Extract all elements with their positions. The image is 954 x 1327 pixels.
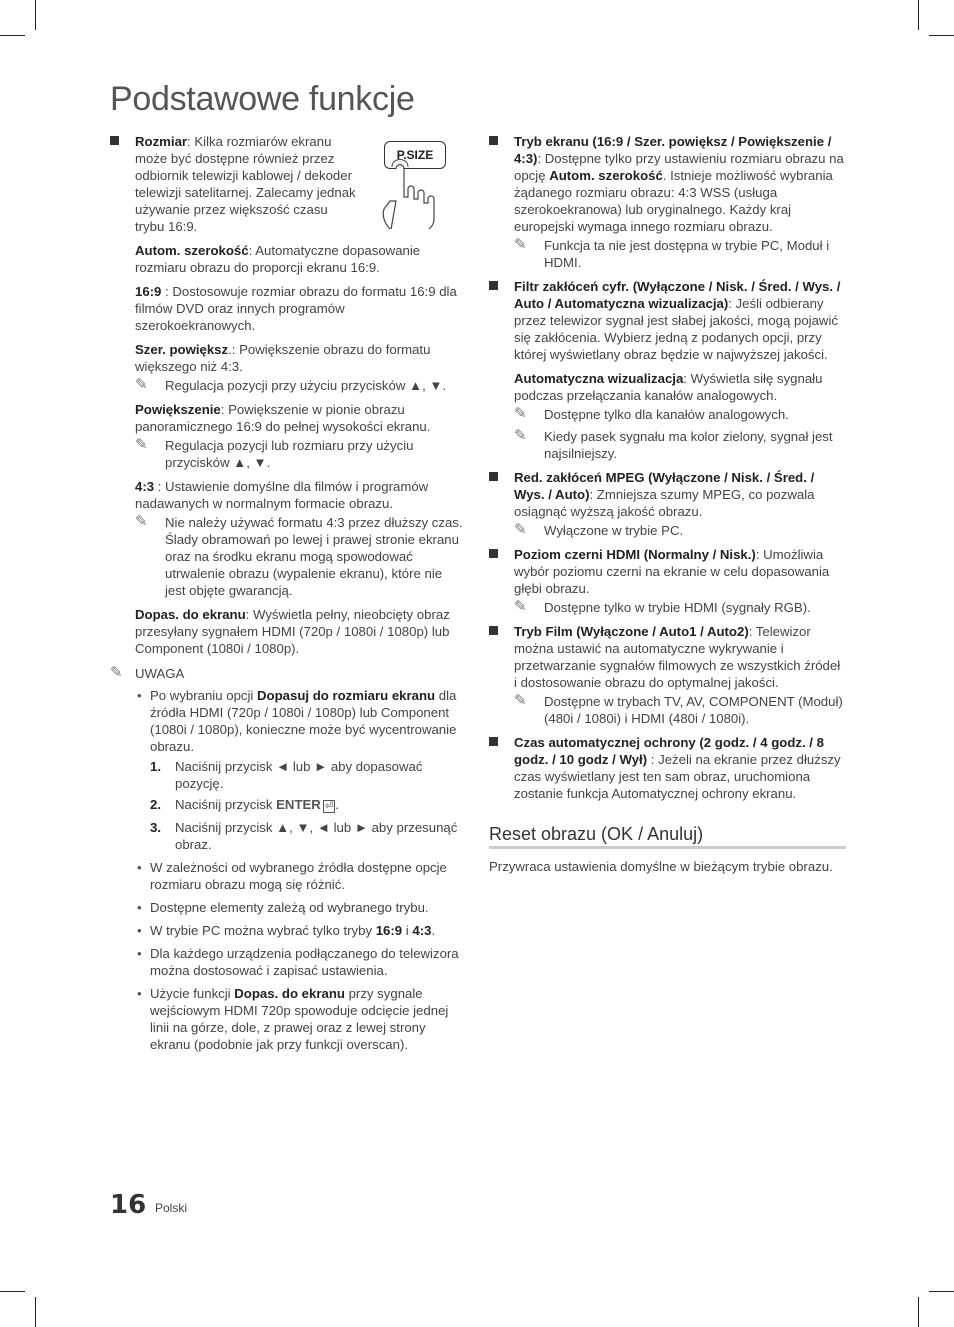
pencil-note-icon: ✎ <box>110 664 123 681</box>
list-item <box>135 687 466 853</box>
crop-mark <box>35 0 36 30</box>
text: przy sygnale wejściowym HDMI 720p spowoduje odcięcie jednej linii na górze, dole, z prawej oraz z lewej strony ekranu (podobnie jak przy funkcji overscan). <box>150 986 449 1052</box>
text: dla źródła HDMI (720p / 1080i / 1080p) lub Component (1080i / 1080p), konieczne może być wycentrowanie obrazu. <box>150 688 457 754</box>
r43-label: 4:3 <box>135 479 155 494</box>
enter-key-label: ENTER <box>276 797 321 812</box>
step-2 <box>150 796 466 815</box>
left-column <box>110 133 466 1059</box>
list-item <box>135 899 466 916</box>
rozmiar-text: : Kilka rozmiarów ekranu może być dostępne również przez odbiornik telewizji kablowej / dekoder telewizji satelitarnej. Zalecamy jednak używanie przez większość czasu trybu 16:9. <box>135 134 356 234</box>
note <box>514 693 846 727</box>
list-item <box>135 945 466 979</box>
crop-mark <box>0 35 25 36</box>
pencil-note-icon: ✎ <box>514 427 527 444</box>
pencil-note-icon: ✎ <box>135 436 148 453</box>
reset-heading: Reset obrazu (OK / Anuluj) <box>489 826 846 849</box>
note-text: Regulacja pozycji przy użyciu przycisków ▲, ▼. <box>165 378 447 393</box>
autowiz-label: Automatyczna wizualizacja <box>514 371 684 386</box>
text: . <box>431 923 436 938</box>
step-1 <box>150 758 466 792</box>
bold-text: Autom. szerokość <box>549 168 663 183</box>
uwaga-text: UWAGA <box>135 666 185 681</box>
text: : Dostępne tylko przy ustawieniu rozmiaru obrazu na opcję <box>514 151 844 183</box>
pencil-note-icon: ✎ <box>514 521 527 538</box>
step-number: 2. <box>150 797 161 812</box>
tryb-label: Tryb ekranu (16:9 / Szer. powiększ / Powiększenie / 4:3) <box>514 134 832 166</box>
filtr-label: Filtr zakłóceń cyfr. (Wyłączone / Nisk. / Śred. / Wys. / Auto / Automatyczna wizualizacja) <box>514 279 841 311</box>
powieksz-label: Powiększenie <box>135 402 221 417</box>
bold-text: Dopas. do ekranu <box>234 986 345 1001</box>
note <box>514 237 846 271</box>
section-hdmi <box>489 546 846 616</box>
rozmiar-label: Rozmiar <box>135 134 188 149</box>
bold-text: 4:3 <box>412 923 432 938</box>
note-text: Nie należy używać formatu 4:3 przez dłuższy czas. Ślady obramowań po lewej i prawej stronie ekranu oraz na środku ekranu mogą spowodować utrwalenie obrazu (wypalenie ekranu), które nie jest objęte gwarancją. <box>165 515 463 598</box>
autom-text: : Automatyczne dopasowanie rozmiaru obrazu do proporcji ekranu 16:9. <box>135 243 421 275</box>
step-number: 1. <box>150 759 161 774</box>
crop-mark <box>929 1291 954 1292</box>
section-rozmiar <box>110 133 466 235</box>
reset-text: Przywraca ustawienia domyślne w bieżącym trybie obrazu. <box>489 859 833 874</box>
text: : Jeżeli na ekranie przez dłuższy czas wyświetlany jest ten sam obraz, uruchomiona zostanie funkcja Automatycznej ochrony ekranu. <box>514 752 841 801</box>
text: : Telewizor można ustawić na automatyczne wykrywanie i przetwarzanie sygnałów filmowych ze wszystkich źródeł i dostosowanie obrazu do optymalnej jakości. <box>514 624 841 690</box>
text: W trybie PC można wybrać tylko tryby <box>150 923 376 938</box>
step-number: 3. <box>150 820 161 835</box>
text: : Jeśli odbierany przez telewizor sygnał jest słabej jakości, mogą pojawić się zakłócenia. Wybierz jedną z podanych opcji, przy której wyświetlany obraz będzie w najwyższej jakości. <box>514 296 838 362</box>
szer-label: Szer. powiększ <box>135 342 229 357</box>
section-czas <box>489 734 846 802</box>
crop-mark <box>35 1297 36 1327</box>
note-text: Dostępne w trybach TV, AV, COMPONENT (Moduł) (480i / 1080i) i HDMI (480i / 1080i). <box>544 694 843 726</box>
pencil-note-icon: ✎ <box>135 376 148 393</box>
text: i <box>402 923 413 938</box>
psize-button: P.SIZE <box>384 141 446 169</box>
text: W zależności od wybranego źródła dostępne opcje rozmiaru obrazu mogą się różnić. <box>150 860 447 892</box>
option-powiekszenie <box>110 401 466 471</box>
czas-label: Czas automatycznej ochrony (2 godz. / 4 godz. / 8 godz. / 10 godz / Wył) <box>514 735 824 767</box>
note <box>514 599 846 616</box>
note-text: Kiedy pasek sygnału ma kolor zielony, sygnał jest najsilniejszy. <box>544 429 833 461</box>
szer-text: .: Powiększenie obrazu do formatu większego niż 4:3. <box>135 342 431 374</box>
pencil-note-icon: ✎ <box>514 405 527 422</box>
step-text: Naciśnij przycisk ▲, ▼, ◄ lub ► aby przesunąć obraz. <box>175 820 458 852</box>
crop-mark <box>929 35 954 36</box>
option-43 <box>110 478 466 599</box>
text: Dla każdego urządzenia podłączanego do telewizora można dostosować i zapisać ustawienia. <box>150 946 459 978</box>
powieksz-text: : Powiększenie w pionie obrazu panoramicznego 16:9 do pełnej wysokości ekranu. <box>135 402 431 434</box>
r169-label: 16:9 <box>135 284 162 299</box>
note-text: Wyłączone w trybie PC. <box>544 523 684 538</box>
note <box>514 522 846 539</box>
note-text: Dostępne tylko dla kanałów analogowych. <box>544 407 789 422</box>
option-169 <box>110 283 466 334</box>
list-item <box>135 922 466 939</box>
list-item <box>135 985 466 1053</box>
note-text: Regulacja pozycji lub rozmiaru przy użyciu przycisków ▲, ▼. <box>165 438 414 470</box>
film-label: Tryb Film (Wyłączone / Auto1 / Auto2) <box>514 624 749 639</box>
note <box>135 437 466 471</box>
note-text: Funkcja ta nie jest dostępna w trybie PC, Moduł i HDMI. <box>544 238 830 270</box>
autom-szerokosc <box>110 242 466 276</box>
note <box>135 377 466 394</box>
step-3 <box>150 819 466 853</box>
note <box>135 514 466 599</box>
autom-label: Autom. szerokość <box>135 243 249 258</box>
right-column <box>489 133 846 875</box>
section-mpeg <box>489 469 846 539</box>
mpeg-label: Red. zakłóceń MPEG (Wyłączone / Nisk. / Śred. / Wys. / Auto) <box>514 470 815 502</box>
r169-text: : Dostosowuje rozmiar obrazu do formatu 16:9 dla filmów DVD oraz innych programów szerokoekranowych. <box>135 284 457 333</box>
crop-mark <box>918 1297 919 1327</box>
pencil-note-icon: ✎ <box>135 513 148 530</box>
text: : Umożliwia wybór poziomu czerni na ekranie w celu dopasowania głębi obrazu. <box>514 547 830 596</box>
enter-key-icon: ⏎ <box>324 801 334 812</box>
pencil-note-icon: ✎ <box>514 236 527 253</box>
crop-mark <box>0 1291 25 1292</box>
note-text: Dostępne tylko w trybie HDMI (sygnały RGB). <box>544 600 811 615</box>
page-number: 16 <box>110 1190 147 1220</box>
text: Dostępne elementy zależą od wybranego trybu. <box>150 900 429 915</box>
pencil-note-icon: ✎ <box>514 598 527 615</box>
bold-text: Dopasuj do rozmiaru ekranu <box>257 688 436 703</box>
section-filtr <box>489 278 846 363</box>
page-title: Podstawowe funkcje <box>110 80 415 118</box>
text: : Zmniejsza szumy MPEG, co pozwala osiągnąć wyższą jakość obrazu. <box>514 487 815 519</box>
uwaga-heading <box>110 665 466 682</box>
option-szer <box>110 341 466 394</box>
step-text: Naciśnij przycisk ◄ lub ► aby dopasować pozycję. <box>175 759 423 791</box>
text: Po wybraniu opcji <box>150 688 258 703</box>
option-dopas <box>110 606 466 657</box>
bold-text: 16:9 <box>375 923 403 938</box>
r43-text: : Ustawienie domyślne dla filmów i programów nadawanych w normalnym formacie obrazu. <box>135 479 429 511</box>
section-tryb-ekranu <box>489 133 846 271</box>
step-text: Naciśnij przycisk <box>175 797 277 812</box>
note <box>514 406 846 423</box>
dopas-text: : Wyświetla pełny, nieobcięty obraz przesyłany sygnałem HDMI (720p / 1080i / 1080p) lub Component (1080i / 1080p). <box>135 607 450 656</box>
pencil-note-icon: ✎ <box>514 692 527 709</box>
hdmi-label: Poziom czerni HDMI (Normalny / Nisk.) <box>514 547 756 562</box>
list-item <box>135 859 466 893</box>
text: : Wyświetla siłę sygnału podczas przełączania kanałów analogowych. <box>514 371 823 403</box>
option-autowiz <box>489 370 846 462</box>
note <box>514 428 846 462</box>
text: Użycie funkcji <box>150 986 235 1001</box>
dopas-label: Dopas. do ekranu <box>135 607 246 622</box>
uwaga-list <box>110 687 466 1053</box>
text: . Istnieje możliwość wybrania żądanego rozmiaru obrazu: 4:3 WSS (usługa szerokoekranowa) lub oryginalnego. Każdy kraj europejski wymaga innego rozmiaru obrazu. <box>514 168 833 234</box>
crop-mark <box>918 0 919 30</box>
step-text: . <box>335 797 339 812</box>
footer-language: Polski <box>155 1201 188 1215</box>
section-film <box>489 623 846 727</box>
